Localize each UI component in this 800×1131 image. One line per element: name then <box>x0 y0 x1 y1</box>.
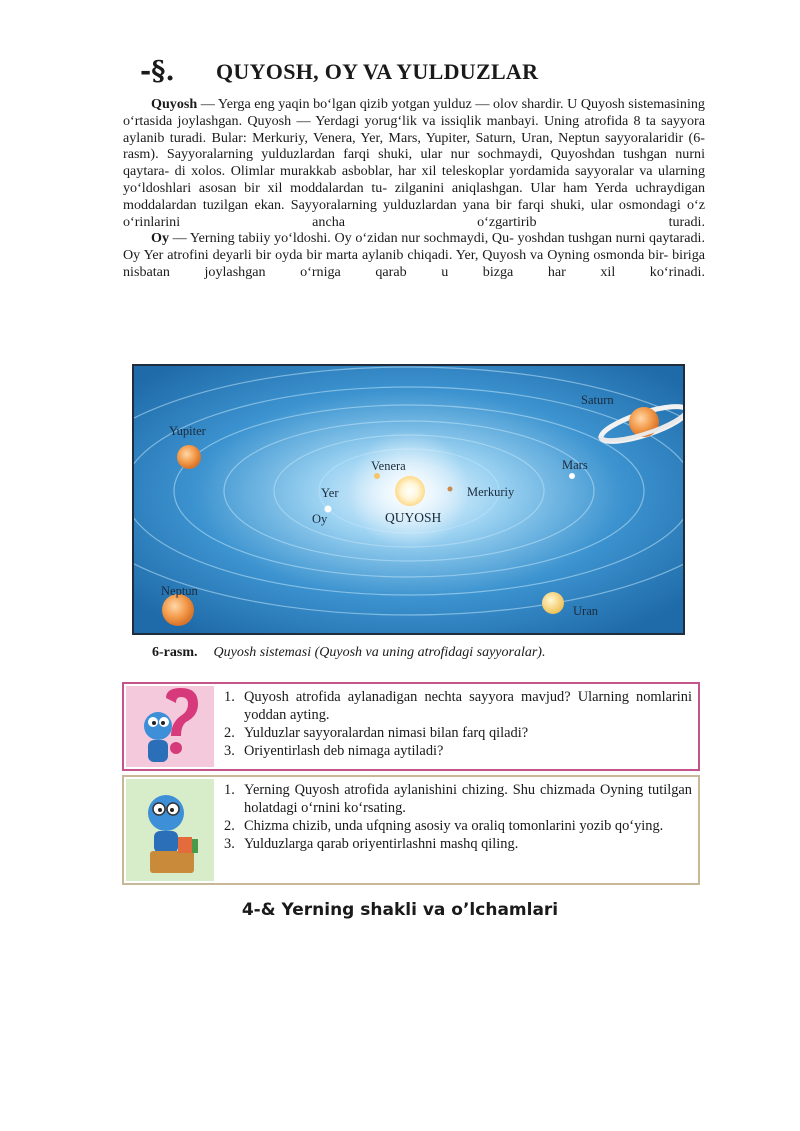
list-item: 3. Yulduzlarga qarab oriyentirlashni mashq qiling. <box>224 836 519 852</box>
label-saturn: Saturn <box>581 393 614 407</box>
list-item: 2. Chizma chizib, unda ufqning asosiy va oraliq tomonlarini yozib qo‘ying. <box>224 818 664 834</box>
sun-icon <box>395 476 425 506</box>
label-neptune: Neptun <box>161 584 198 598</box>
mars-icon <box>569 473 575 479</box>
solar-system-illustration <box>134 366 683 633</box>
label-uranus: Uran <box>573 604 598 618</box>
list-item: 3. Oriyentirlash deb nimaga aytiladi? <box>224 743 444 759</box>
questions-list <box>224 688 692 760</box>
tasks-list <box>224 781 692 853</box>
label-jupiter: Yupiter <box>169 424 206 438</box>
label-sun: QUYOSH <box>385 510 442 525</box>
list-item: 1. Quyosh atrofida aylanadigan nechta sayyora mavjud? Ularning nomlarini yoddan ayting. <box>224 689 692 723</box>
uranus-icon <box>542 592 564 614</box>
caption-number: 6-rasm. <box>152 645 198 660</box>
term-quyosh: Quyosh <box>151 96 198 112</box>
mercury-icon <box>448 487 453 492</box>
solar-system-figure <box>132 364 685 635</box>
caption-text: Quyosh sistemasi (Quyosh va uning atrofidagi sayyoralar). <box>213 645 546 660</box>
task-mascot-icon <box>126 779 214 881</box>
questions-box <box>122 682 700 771</box>
term-oy: Oy <box>151 230 170 247</box>
figure-caption <box>152 645 545 661</box>
next-section-title: 4-& Yerning shakli va o’lchamlari <box>241 900 559 920</box>
list-item: 1. Yerning Quyosh atrofida aylanishini chizing. Shu chizmada Oyning tutilgan holatdagi o‘rnini ko‘rsating. <box>224 782 692 816</box>
neptune-icon <box>162 594 194 626</box>
section-title: QUYOSH, OY VA YULDUZLAR <box>216 59 539 84</box>
label-venus: Venera <box>371 459 406 473</box>
label-mercury: Merkuriy <box>467 485 515 499</box>
list-item: 2. Yulduzlar sayyoralardan nimasi bilan farq qiladi? <box>224 725 529 741</box>
venus-icon <box>374 473 380 479</box>
question-mascot-icon <box>126 686 214 767</box>
tasks-box <box>122 775 700 885</box>
section-heading <box>140 56 720 92</box>
label-earth: Yer <box>321 486 339 500</box>
paragraph-quyosh: Quyosh — Yerga eng yaqin bo‘lgan qizib yotgan yulduz — olov shardir. U Quyosh sistemasining o‘rtasida joylashgan. Quyosh — Yerdagi yorug‘lik va issiqlik manbayi. Uning atrofida 8 ta sayyora aylanib turadi. Bular: Merkuriy, Venera, Yer, Mars, Yupiter, Saturn, Uran, Neptun sayyoralaridir (6-rasm). Sayyoralarning yulduzlardan farqi shuki, ular nur sochmaydi, Quyoshdan tushgan nurni qaytara- di xolos. Olimlar murakkab asboblar, har xil teleskoplar yordamida sayyoralar va ularning yo‘ldoshlari asosan bir xil moddalardan tu- zilganini aniqlashgan. Ular ham Yerda uchraydigan moddalardan tuzilgan ekan. Sayyoralarning yulduzlardan yana bir farqi shuki, ular osmondagi o‘z o‘rinlarini ancha o‘zgartirib turadi. <box>123 96 706 230</box>
paragraph-oy: Oy — Yerning tabiiy yo‘ldoshi. Oy o‘zidan nur sochmaydi, Qu- yoshdan tushgan nurni qaytaradi. Oy Yer atrofini deyarli bir oyda bir marta aylanib chiqadi. Yer, Quyosh va Oyning osmonda bir- biriga nisbatan joylashgan o‘rniga qarab u bizga har xil ko‘rinadi. <box>123 230 705 280</box>
jupiter-icon <box>177 445 201 469</box>
section-symbol: -§. <box>140 56 175 87</box>
label-mars: Mars <box>562 458 588 472</box>
body-text <box>123 96 705 281</box>
label-moon: Oy <box>312 512 328 526</box>
